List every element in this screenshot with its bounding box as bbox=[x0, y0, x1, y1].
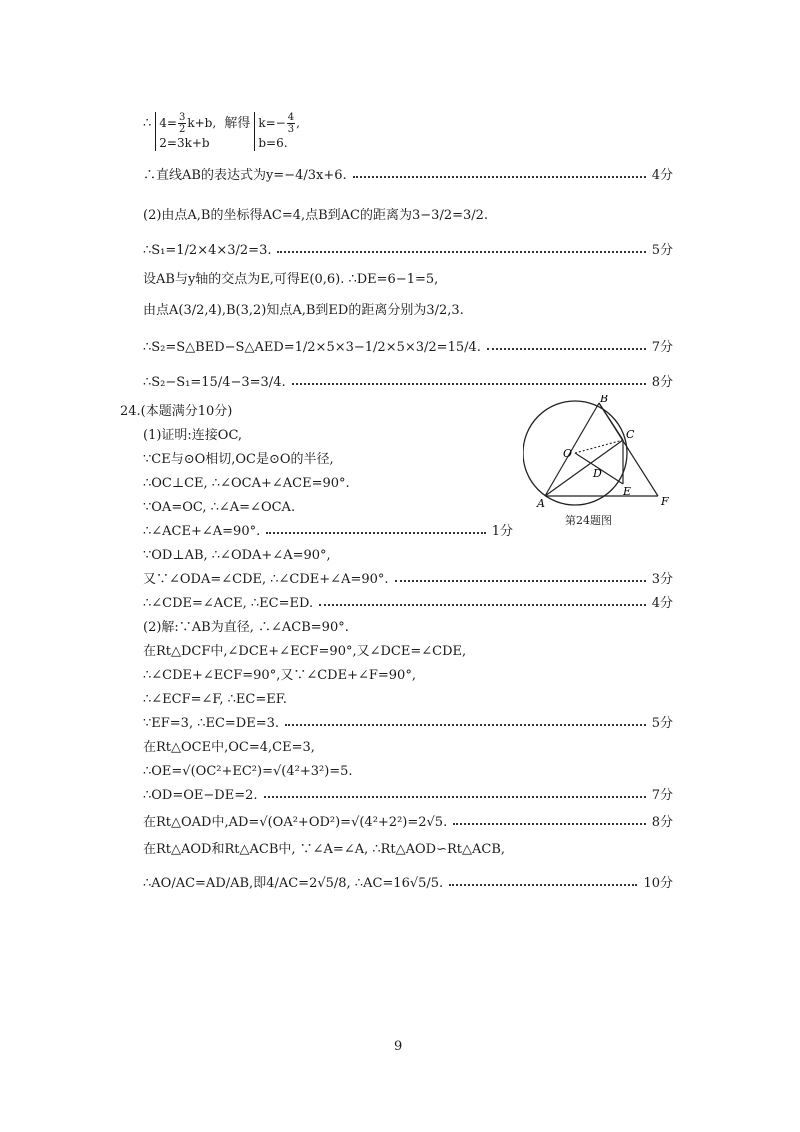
line-19: 在Rt△DCF中,∠DCE+∠ECF=90°,又∠DCE=∠CDE, bbox=[143, 644, 467, 659]
line-24: ∴OE=√(OC²+EC²)=√(4²+3²)=5. bbox=[143, 764, 353, 779]
line-26: 在Rt△OAD中,AD=√(OA²+OD²)=√(4²+2²)=2√5. 8分 bbox=[143, 815, 673, 830]
line-14: ∴∠ACE+∠A=90°. 1分 bbox=[143, 524, 513, 539]
label-d: D bbox=[593, 467, 602, 480]
segment-bf bbox=[599, 403, 658, 496]
line-2-text: ∴直线AB的表达式为y=−4/3x+6. bbox=[143, 168, 347, 183]
figure-caption: 第24题图 bbox=[565, 514, 612, 527]
line-2 bbox=[143, 168, 673, 184]
line-1: ∴ 4= $\frac{3}{2}$ k+b, 2=3k+b 解得 k=− $\frac{4}{3}$ , b=6. bbox=[143, 112, 300, 150]
label-e: E bbox=[623, 485, 632, 498]
segment-ac bbox=[545, 440, 623, 496]
line-15: ∵OD⊥AB, ∴∠ODA+∠A=90°, bbox=[143, 548, 331, 563]
label-a: A bbox=[537, 497, 545, 510]
line-21: ∴∠ECF=∠F, ∴EC=EF. bbox=[143, 692, 287, 707]
leader-dots bbox=[353, 175, 646, 178]
geometry-figure bbox=[523, 395, 681, 530]
line-3: (2)由点A,B的坐标得AC=4,点B到AC的距离为3−3/2=3/2. bbox=[143, 208, 489, 223]
line-11: ∵CE与⊙O相切,OC是⊙O的半径, bbox=[143, 452, 334, 467]
line-13: ∵OA=OC, ∴∠A=∠OCA. bbox=[143, 500, 296, 515]
line-22: ∵EF=3, ∴EC=DE=3. 5分 bbox=[143, 716, 673, 731]
line-6: 由点A(3/2,4),B(3,2)知点A,B到ED的距离分别为3/2,3. bbox=[143, 303, 464, 318]
line-12: ∴OC⊥CE, ∴∠OCA+∠ACE=90°. bbox=[143, 476, 350, 491]
line-5: 设AB与y轴的交点为E,可得E(0,6). ∴DE=6−1=5, bbox=[143, 272, 439, 287]
line-27: 在Rt△AOD和Rt△ACB中, ∵∠A=∠A, ∴Rt△AOD∽Rt△ACB, bbox=[143, 842, 506, 857]
line-20: ∴∠CDE+∠ECF=90°,又∵∠CDE+∠F=90°, bbox=[143, 668, 416, 683]
label-o: O bbox=[563, 447, 573, 460]
line-8: ∴S₂−S₁=15/4−3=3/4. 8分 bbox=[143, 375, 673, 390]
page-number: 9 bbox=[394, 1039, 403, 1054]
score: 4分 bbox=[651, 168, 673, 183]
label-b: B bbox=[600, 395, 609, 405]
line-7: ∴S₂=S△BED−S△AED=1/2×5×3−1/2×5×3/2=15/4. 7分 bbox=[143, 340, 673, 355]
line-25: ∴OD=OE−DE=2. 7分 bbox=[143, 788, 673, 803]
label-c: C bbox=[626, 428, 635, 441]
segment-oc bbox=[575, 440, 623, 453]
line-17: ∴∠CDE=∠ACE, ∴EC=ED. 4分 bbox=[143, 596, 673, 611]
line-23: 在Rt△OCE中,OC=4,CE=3, bbox=[143, 740, 315, 755]
question-24-header: 24.(本题满分10分) bbox=[120, 404, 233, 419]
line-28: ∴AO/AC=AD/AB,即4/AC=2√5/8, ∴AC=16√5/5. 10分 bbox=[143, 876, 673, 891]
line-18: (2)解:∵AB为直径, ∴∠ACB=90°. bbox=[143, 620, 349, 635]
label-f: F bbox=[661, 495, 669, 508]
line-10: (1)证明:连接OC, bbox=[143, 428, 243, 443]
line-4: ∴S₁=1/2×4×3/2=3. 5分 bbox=[143, 243, 673, 258]
line-16: 又∵∠ODA=∠CDE, ∴∠CDE+∠A=90°. 3分 bbox=[143, 572, 673, 587]
